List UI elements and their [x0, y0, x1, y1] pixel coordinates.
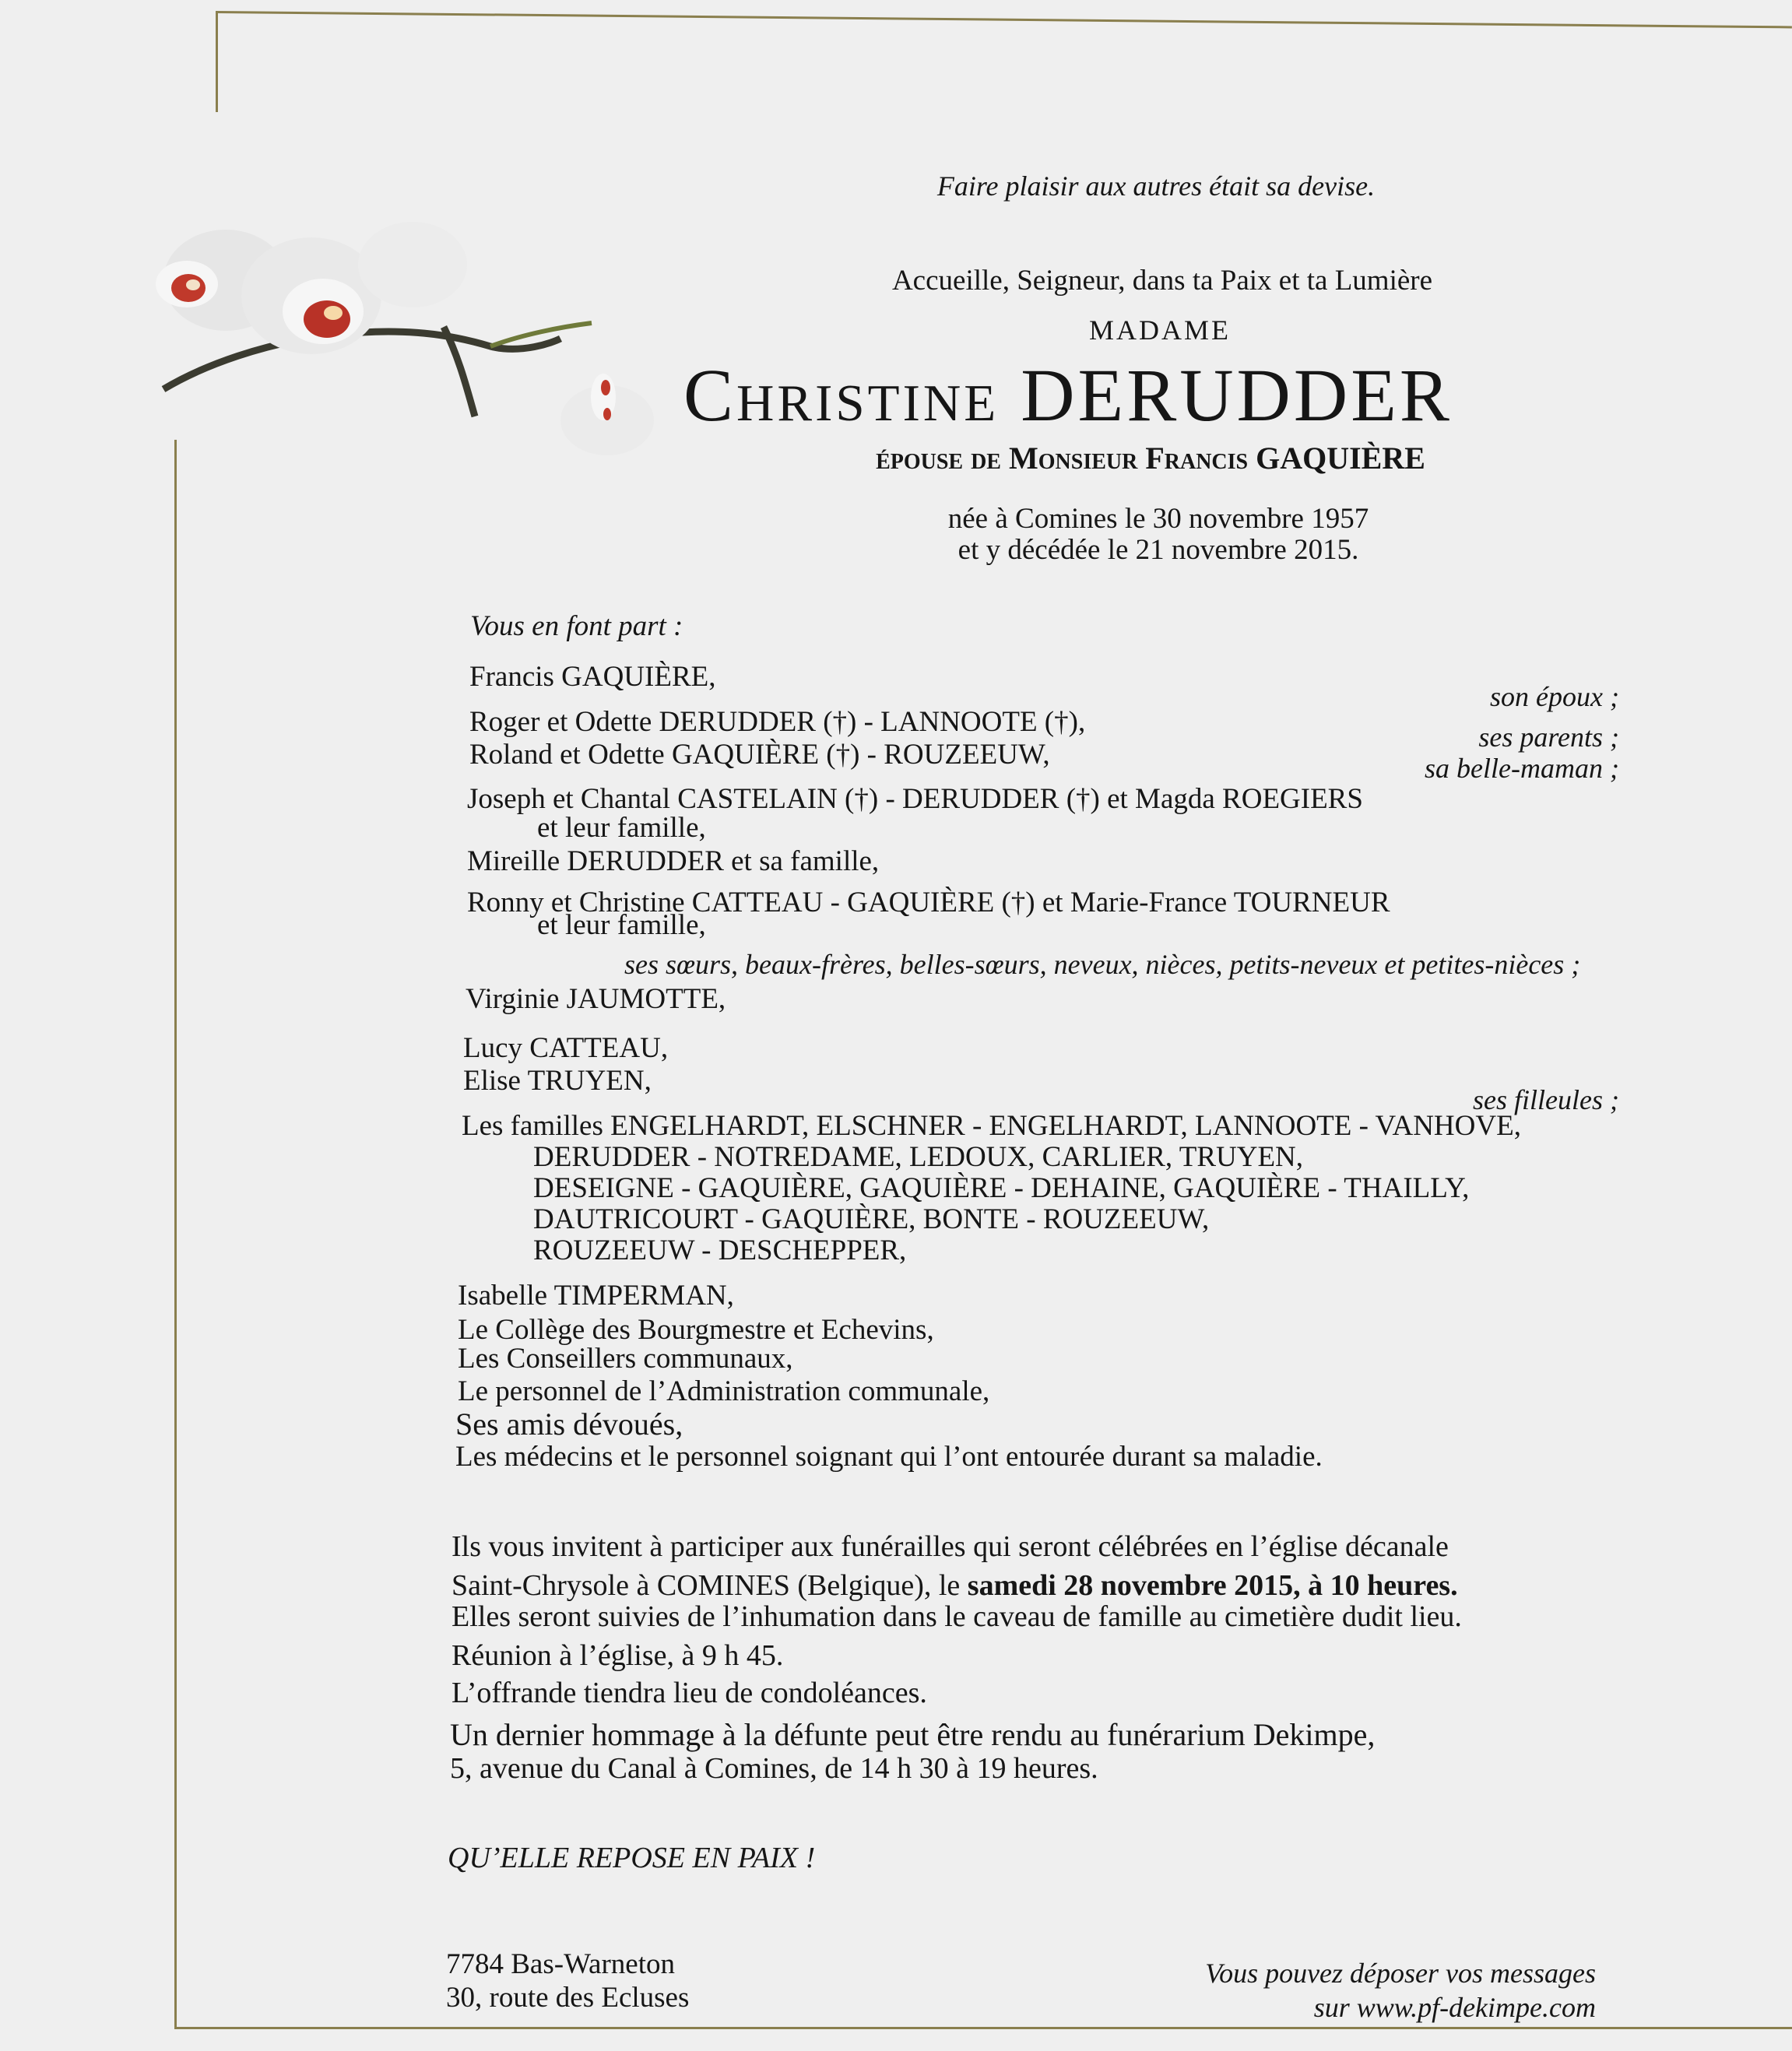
funeral-line: Elles seront suivies de l’inhumation dans le caveau de famille au cimetière dudit lieu.: [452, 1600, 1462, 1633]
orchid-flower-1: [156, 261, 218, 307]
funeral-line: Un dernier hommage à la défunte peut être rendu au funérarium Dekimpe,: [450, 1717, 1376, 1752]
death-line: et y décédée le 21 novembre 2015.: [957, 534, 1359, 566]
funeral-text: Saint-Chrysole à COMINES (Belgique), le: [452, 1569, 968, 1602]
funeral-line: Réunion à l’église, à 9 h 45.: [452, 1639, 784, 1672]
family-line: Virginie JAUMOTTE,: [466, 983, 726, 1015]
funeral-line: [452, 1568, 1458, 1603]
family-line: et leur famille,: [537, 812, 706, 844]
messages-line: Vous pouvez déposer vos messages: [1205, 1958, 1596, 1989]
family-line: Ses amis dévoués,: [455, 1407, 683, 1442]
address-line: 30, route des Ecluses: [446, 1982, 690, 2014]
orchid-flower-2: [283, 279, 364, 344]
funeral-line: L’offrande tiendra lieu de condoléances.: [452, 1677, 927, 1709]
family-line: Le Collège des Bourgmestre et Echevins,: [458, 1314, 934, 1346]
family-line: Joseph et Chantal CASTELAIN (†) - DERUDDER (†) et Magda ROEGIERS: [467, 783, 1363, 815]
family-line: Roger et Odette DERUDDER (†) - LANNOOTE (†),: [469, 706, 1086, 738]
family-line: Les médecins et le personnel soignant qui l’ont entourée durant sa maladie.: [455, 1441, 1323, 1473]
family-role: sa belle-maman ;: [1425, 753, 1619, 784]
frame-left-border: [174, 440, 177, 2028]
birth-line: née à Comines le 30 novembre 1957: [947, 503, 1369, 535]
family-line: Francis GAQUIÈRE,: [469, 661, 716, 693]
family-role: ses parents ;: [1478, 722, 1619, 753]
family-role: son époux ;: [1490, 681, 1619, 712]
spouse-line: épouse de Monsieur Francis GAQUIÈRE: [876, 441, 1425, 476]
family-line: Roland et Odette GAQUIÈRE (†) - ROUZEEUW,: [469, 739, 1050, 771]
family-line: Isabelle TIMPERMAN,: [458, 1280, 734, 1312]
family-line: Le personnel de l’Administration communale,: [458, 1375, 990, 1407]
family-line: Mireille DERUDDER et sa famille,: [467, 845, 880, 877]
messages-link[interactable]: sur www.pf-dekimpe.com: [1313, 1992, 1596, 2023]
frame-bottom-border: [174, 2027, 1792, 2029]
funeral-line: 5, avenue du Canal à Comines, de 14 h 30 à 19 heures.: [450, 1752, 1098, 1785]
family-line: DAUTRICOURT - GAQUIÈRE, BONTE - ROUZEEUW,: [533, 1203, 1210, 1235]
family-line: DERUDDER - NOTREDAME, LEDOUX, CARLIER, TRUYEN,: [533, 1141, 1304, 1173]
announcers-intro: Vous en font part :: [470, 610, 683, 642]
closing-prayer: QU’ELLE REPOSE EN PAIX !: [448, 1842, 816, 1874]
family-line: Ronny et Christine CATTEAU - GAQUIÈRE (†) et Marie-France TOURNEUR: [467, 887, 1390, 918]
family-line: Les Conseillers communaux,: [458, 1343, 793, 1375]
family-line: ROUZEEUW - DESCHEPPER,: [533, 1234, 907, 1266]
frame-left-border-upper: [216, 11, 218, 112]
family-role: ses sœurs, beaux-frères, belles-sœurs, neveux, nièces, petits-neveux et petites-nièces ;: [624, 949, 1581, 980]
family-line: DESEIGNE - GAQUIÈRE, GAQUIÈRE - DEHAINE, GAQUIÈRE - THAILLY,: [533, 1172, 1470, 1204]
family-line: Elise TRUYEN,: [463, 1065, 652, 1097]
orchid-branch-illustration: [156, 210, 654, 490]
family-line: Les familles ENGELHARDT, ELSCHNER - ENGELHARDT, LANNOOTE - VANHOVE,: [462, 1110, 1521, 1142]
family-role: ses filleules ;: [1473, 1084, 1619, 1115]
family-line: et leur famille,: [537, 909, 706, 941]
deceased-name: Christine DERUDDER: [683, 353, 1453, 437]
family-line: Lucy CATTEAU,: [463, 1032, 669, 1064]
orchid-bud: [591, 374, 616, 420]
motto: Faire plaisir aux autres était sa devise.: [936, 170, 1376, 202]
frame-top-border: [216, 11, 1792, 28]
prayer: Accueille, Seigneur, dans ta Paix et ta Lumière: [891, 265, 1433, 297]
address-line: 7784 Bas-Warneton: [446, 1948, 675, 1980]
funeral-date: samedi 28 novembre 2015, à 10 heures.: [967, 1569, 1458, 1602]
funeral-line: Ils vous invitent à participer aux funérailles qui seront célébrées en l’église décanale: [452, 1530, 1449, 1563]
honorific: MADAME: [1088, 314, 1231, 346]
